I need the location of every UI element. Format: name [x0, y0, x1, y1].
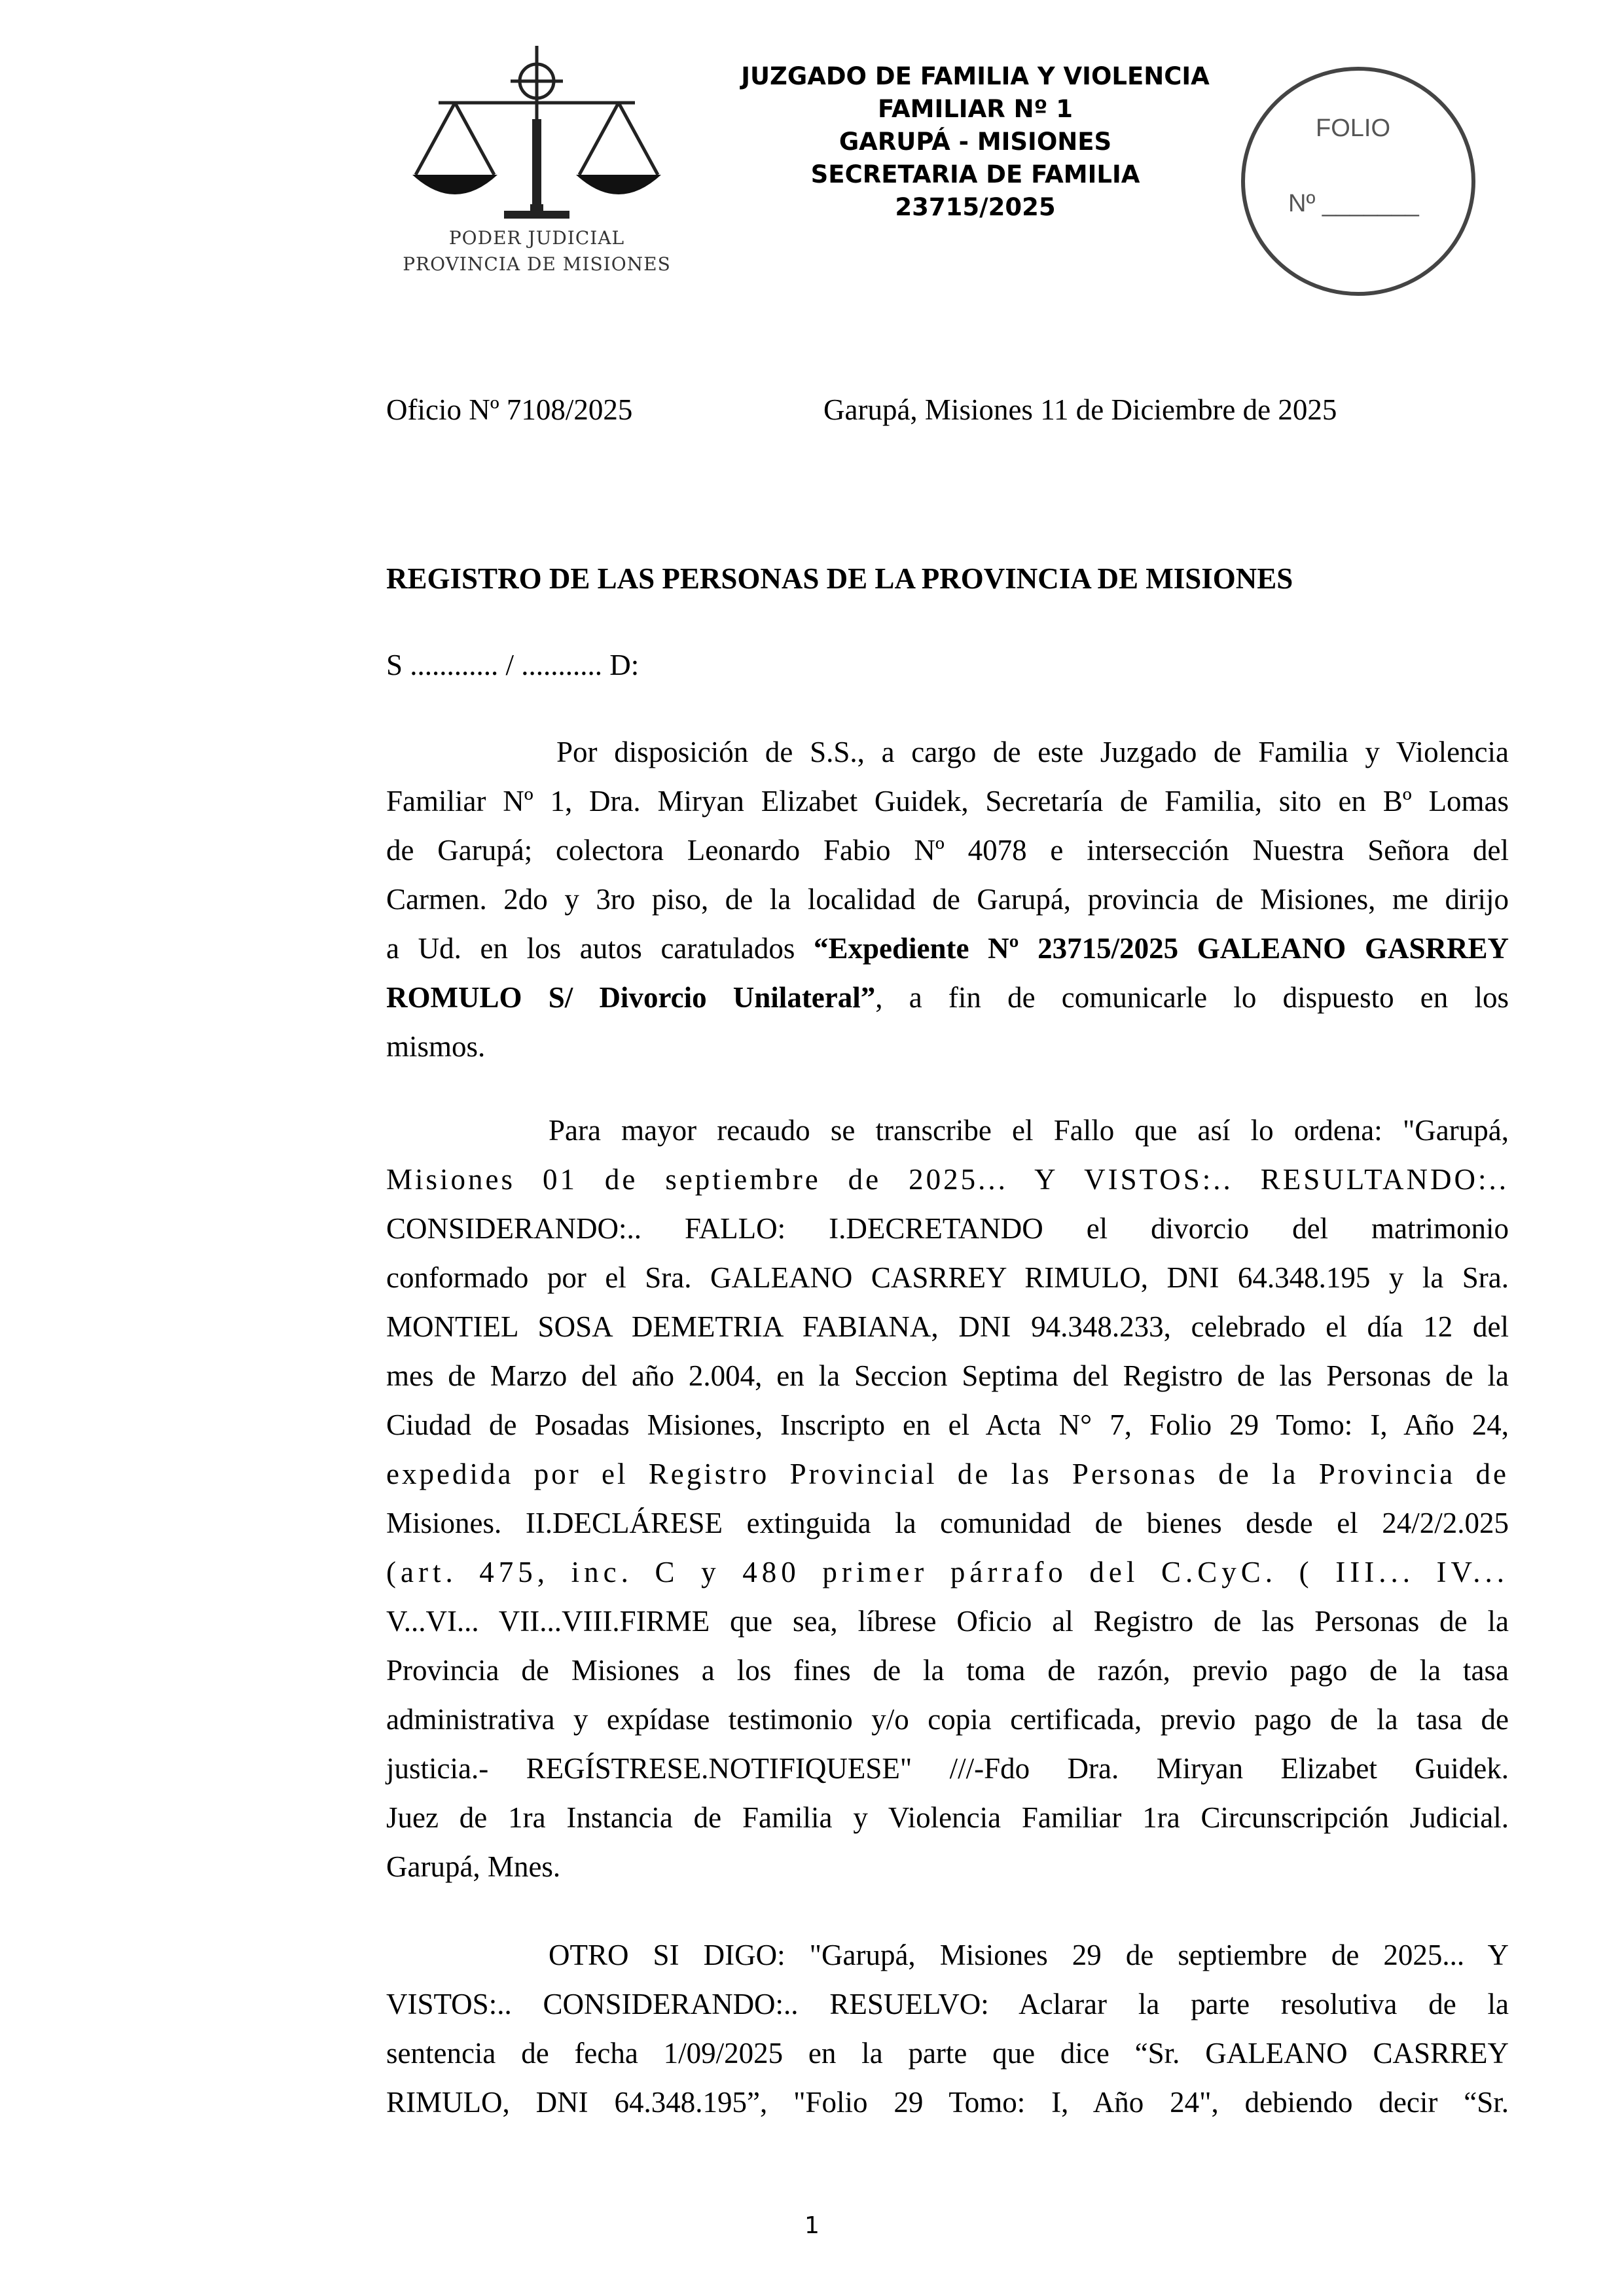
folio-number: Nº _______ — [1288, 190, 1419, 217]
court-line: FAMILIAR Nº 1 — [877, 95, 1074, 123]
case-number: 23715/2025 — [895, 193, 1056, 221]
court-line: GARUPÁ - MISIONES — [839, 128, 1112, 156]
text-line: MONTIEL SOSA DEMETRIA FABIANA, DNI 94.348.233, celebrado el día 12 del — [386, 1310, 1509, 1343]
addressee: REGISTRO DE LAS PERSONAS DE LA PROVINCIA DE MISIONES — [386, 562, 1293, 595]
text-run: a Ud. en los autos caratulados — [386, 932, 814, 965]
text-line: RIMULO, DNI 64.348.195”, "Folio 29 Tomo: I, Año 24", debiendo decir “Sr. — [386, 2086, 1509, 2119]
folio-label: FOLIO — [1316, 115, 1391, 142]
court-line: SECRETARIA DE FAMILIA — [810, 160, 1140, 188]
logo-line-1: PODER JUDICIAL — [448, 227, 625, 249]
text-line: (art. 475, inc. C y 480 primer párrafo del C.CyC. ( III... IV... — [386, 1556, 1509, 1588]
text-line: sentencia de fecha 1/09/2025 en la parte que dice “Sr. GALEANO CASRREY — [386, 2037, 1509, 2070]
text-run: , a fin de comunicarle lo dispuesto en los — [875, 981, 1509, 1014]
text-line: Ciudad de Posadas Misiones, Inscripto en el Acta N° 7, Folio 29 Tomo: I, Año 24, — [386, 1408, 1509, 1441]
text-line: Provincia de Misiones a los fines de la toma de razón, previo pago de la tasa — [386, 1654, 1509, 1687]
text-line: de Garupá; colectora Leonardo Fabio Nº 4078 e intersección Nuestra Señora del — [386, 834, 1509, 867]
text-line: Misiones 01 de septiembre de 2025... Y VISTOS:.. RESULTANDO:.. — [386, 1163, 1509, 1196]
court-header — [694, 60, 1257, 224]
paragraph-1 — [386, 728, 1509, 1071]
text-line: Familiar Nº 1, Dra. Miryan Elizabet Guidek, Secretaría de Familia, sito en Bº Lomas — [386, 785, 1509, 817]
text-line: Para mayor recaudo se transcribe el Fallo que así lo ordena: "Garupá, — [549, 1114, 1509, 1147]
oficio-number: Oficio Nº 7108/2025 — [386, 393, 633, 426]
page-number: 1 — [804, 2212, 820, 2239]
paragraph-2 — [386, 1106, 1509, 1892]
text-line: Carmen. 2do y 3ro piso, de la localidad de Garupá, provincia de Misiones, me dirijo — [386, 883, 1509, 916]
text-line: conformado por el Sra. GALEANO CASRREY RIMULO, DNI 64.348.195 y la Sra. — [386, 1261, 1509, 1294]
text-line: Juez de 1ra Instancia de Familia y Violencia Familiar 1ra Circunscripción Judicial. — [386, 1801, 1509, 1834]
text-line: administrativa y expídase testimonio y/o copia certificada, previo pago de la tasa de — [386, 1703, 1509, 1736]
paragraph-3 — [386, 1931, 1509, 2127]
text-line: expedida por el Registro Provincial de las Personas de la Provincia de — [386, 1458, 1509, 1490]
text-line: Garupá, Mnes. — [386, 1850, 561, 1883]
text-line — [386, 973, 1509, 1022]
text-line: VISTOS:.. CONSIDERANDO:.. RESUELVO: Aclarar la parte resolutiva de la — [386, 1988, 1509, 2020]
court-line: JUZGADO DE FAMILIA Y VIOLENCIA — [741, 62, 1210, 90]
text-line: V...VI... VII...VIII.FIRME que sea, líbrese Oficio al Registro de las Personas de la — [386, 1605, 1509, 1638]
text-line — [386, 924, 1509, 973]
text-line: Por disposición de S.S., a cargo de este Juzgado de Familia y Violencia — [556, 736, 1509, 768]
letter-date: Garupá, Misiones 11 de Diciembre de 2025 — [823, 393, 1337, 426]
salutation: S ............ / ........... D: — [386, 649, 640, 681]
text-line: justicia.- REGÍSTRESE.NOTIFIQUESE" ///-Fdo Dra. Miryan Elizabet Guidek. — [386, 1752, 1509, 1785]
logo-line-2: PROVINCIA DE MISIONES — [403, 253, 671, 275]
text-line: mes de Marzo del año 2.004, en la Seccion Septima del Registro de las Personas de la — [386, 1359, 1509, 1392]
folio-circle-icon — [1237, 62, 1479, 304]
text-line: mismos. — [386, 1030, 486, 1063]
text-line: OTRO SI DIGO: "Garupá, Misiones 29 de septiembre de 2025... Y — [549, 1939, 1509, 1971]
folio-stamp — [1237, 62, 1479, 304]
case-title-bold: ROMULO S/ Divorcio Unilateral” — [386, 981, 876, 1014]
case-title-bold: “Expediente Nº 23715/2025 GALEANO GASRREY — [813, 932, 1509, 965]
text-line: Misiones. II.DECLÁRESE extinguida la comunidad de bienes desde el 24/2/2.025 — [386, 1507, 1509, 1539]
text-line: CONSIDERANDO:.. FALLO: I.DECRETANDO el divorcio del matrimonio — [386, 1212, 1509, 1245]
scales-of-justice-icon — [399, 41, 674, 224]
poder-judicial-logo — [399, 41, 674, 289]
